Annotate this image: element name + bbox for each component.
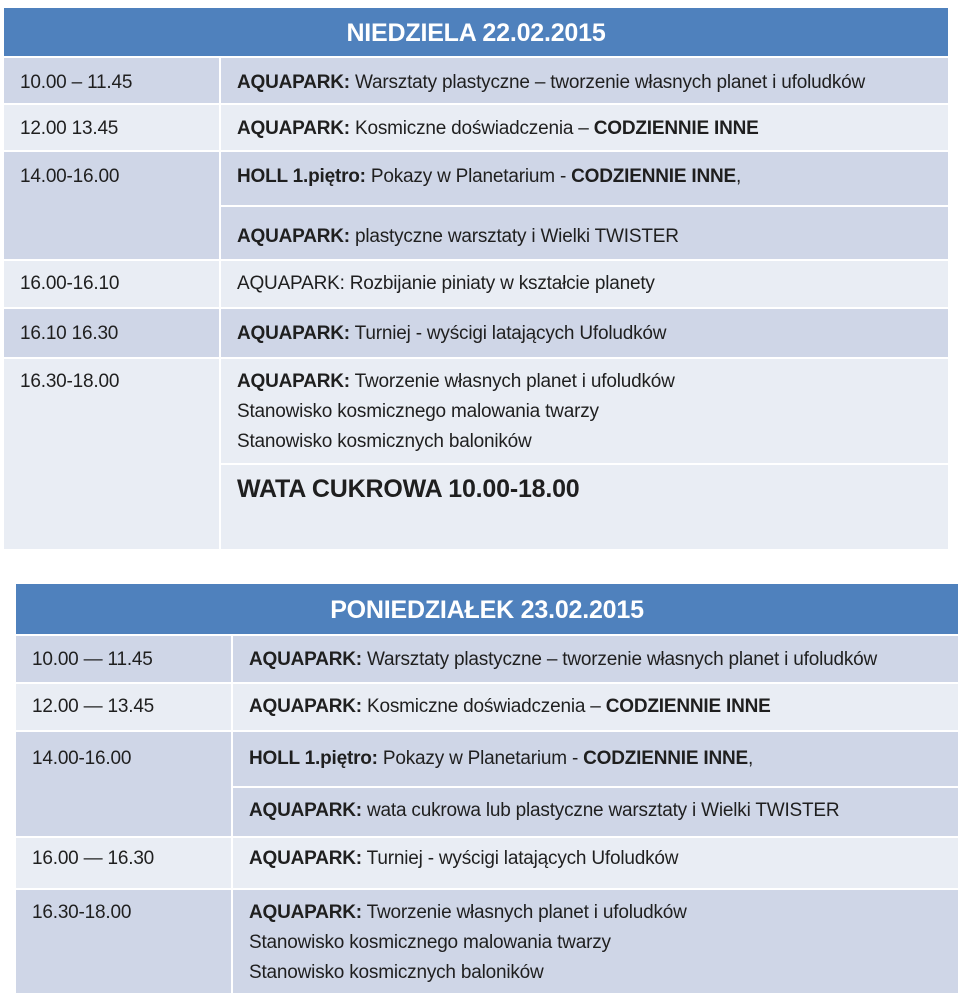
activity-cell — [220, 260, 949, 308]
activity-cell — [232, 787, 959, 837]
extra-activity-line: Stanowisko kosmicznego malowania twarzy — [249, 932, 611, 953]
table-row — [3, 358, 949, 464]
bold-text: AQUAPARK: — [249, 902, 362, 923]
time-cell: 16.00-16.10 — [3, 260, 220, 308]
time-cell: 14.00-16.00 — [15, 731, 232, 837]
activity-cell — [220, 151, 949, 206]
bold-text: HOLL 1.piętro: — [249, 748, 378, 769]
activity-cell — [220, 57, 949, 104]
time-cell: 16.30-18.00 — [15, 889, 232, 994]
activity-line — [237, 367, 948, 397]
activity-line — [249, 898, 958, 928]
bold-text: AQUAPARK: — [249, 848, 362, 869]
table-row — [15, 731, 959, 787]
activity-line — [249, 844, 958, 874]
activity-cell — [220, 206, 949, 260]
activity-cell — [220, 104, 949, 151]
bold-text: CODZIENNIE INNE — [593, 118, 759, 139]
activity-cell — [232, 635, 959, 683]
activity-line — [249, 692, 958, 722]
table-row — [3, 104, 949, 151]
activity-cell — [220, 308, 949, 358]
activity-line — [237, 319, 948, 349]
table-row — [3, 57, 949, 104]
activity-line — [237, 114, 948, 144]
plain-text: Warsztaty plastyczne – tworzenie własnych planet i ufoludków — [349, 72, 866, 93]
time-cell: 16.00 — 16.30 — [15, 837, 232, 889]
extra-activity-line: Stanowisko kosmicznych baloników — [249, 962, 544, 983]
bold-text: CODZIENNIE INNE — [583, 748, 749, 769]
activity-line — [249, 796, 958, 826]
table-row — [15, 635, 959, 683]
bold-text: AQUAPARK: — [249, 800, 362, 821]
day-title: NIEDZIELA 22.02.2015 — [3, 7, 949, 57]
schedule-table-sunday — [2, 6, 950, 551]
plain-text: Pokazy w Planetarium - — [377, 748, 584, 769]
plain-text: Pokazy w Planetarium - — [365, 166, 572, 187]
time-cell: 12.00 — 13.45 — [15, 683, 232, 731]
table-row — [15, 683, 959, 731]
header-row — [15, 583, 959, 635]
activity-cell — [232, 683, 959, 731]
bold-text: AQUAPARK: — [237, 72, 350, 93]
cotton-candy-banner: WATA CUKROWA 10.00-18.00 — [237, 475, 580, 503]
time-cell: 14.00-16.00 — [3, 151, 220, 260]
activity-cell — [220, 464, 949, 550]
plain-text: Warsztaty plastyczne – tworzenie własnych planet i ufoludków — [361, 649, 878, 670]
bold-text: AQUAPARK: — [237, 118, 350, 139]
bold-text: CODZIENNIE INNE — [571, 166, 737, 187]
plain-text: Tworzenie własnych planet i ufoludków — [349, 371, 675, 392]
plain-text: Turniej - wyścigi latających Ufoludków — [349, 323, 667, 344]
time-cell: 10.00 — 11.45 — [15, 635, 232, 683]
activity-cell — [232, 889, 959, 994]
activity-line — [237, 68, 948, 98]
bold-text: AQUAPARK: — [249, 696, 362, 717]
plain-text: , — [748, 748, 754, 769]
bold-text: HOLL 1.piętro: — [237, 166, 366, 187]
plain-text: AQUAPARK: Rozbijanie piniaty w kształcie planety — [237, 273, 655, 294]
bold-text: CODZIENNIE INNE — [605, 696, 771, 717]
activity-cell — [232, 837, 959, 889]
activity-line — [237, 162, 948, 192]
plain-text: Kosmiczne doświadczenia – — [361, 696, 606, 717]
activity-line — [237, 269, 948, 299]
activity-cell — [232, 731, 959, 787]
time-cell: 16.30-18.00 — [3, 358, 220, 550]
table-row — [15, 837, 959, 889]
time-cell: 10.00 – 11.45 — [3, 57, 220, 104]
activity-cell — [220, 358, 949, 464]
header-row — [3, 7, 949, 57]
bold-text: AQUAPARK: — [237, 323, 350, 344]
table-row — [3, 260, 949, 308]
activity-line — [249, 645, 958, 675]
activity-line — [237, 222, 948, 252]
schedule-table-monday — [14, 582, 960, 995]
time-cell: 16.10 16.30 — [3, 308, 220, 358]
extra-activity-line: Stanowisko kosmicznych baloników — [237, 431, 532, 452]
bold-text: AQUAPARK: — [237, 371, 350, 392]
plain-text: , — [736, 166, 742, 187]
plain-text: Kosmiczne doświadczenia – — [349, 118, 594, 139]
table-row — [3, 151, 949, 206]
plain-text: wata cukrowa lub plastyczne warsztaty i Wielki TWISTER — [361, 800, 840, 821]
day-title: PONIEDZIAŁEK 23.02.2015 — [15, 583, 959, 635]
activity-line — [249, 744, 958, 774]
table-row — [3, 308, 949, 358]
bold-text: AQUAPARK: — [237, 226, 350, 247]
extra-activity-line: Stanowisko kosmicznego malowania twarzy — [237, 401, 599, 422]
plain-text: Turniej - wyścigi latających Ufoludków — [361, 848, 679, 869]
plain-text: Tworzenie własnych planet i ufoludków — [361, 902, 687, 923]
plain-text: plastyczne warsztaty i Wielki TWISTER — [349, 226, 679, 247]
table-row — [15, 889, 959, 994]
time-cell: 12.00 13.45 — [3, 104, 220, 151]
bold-text: AQUAPARK: — [249, 649, 362, 670]
